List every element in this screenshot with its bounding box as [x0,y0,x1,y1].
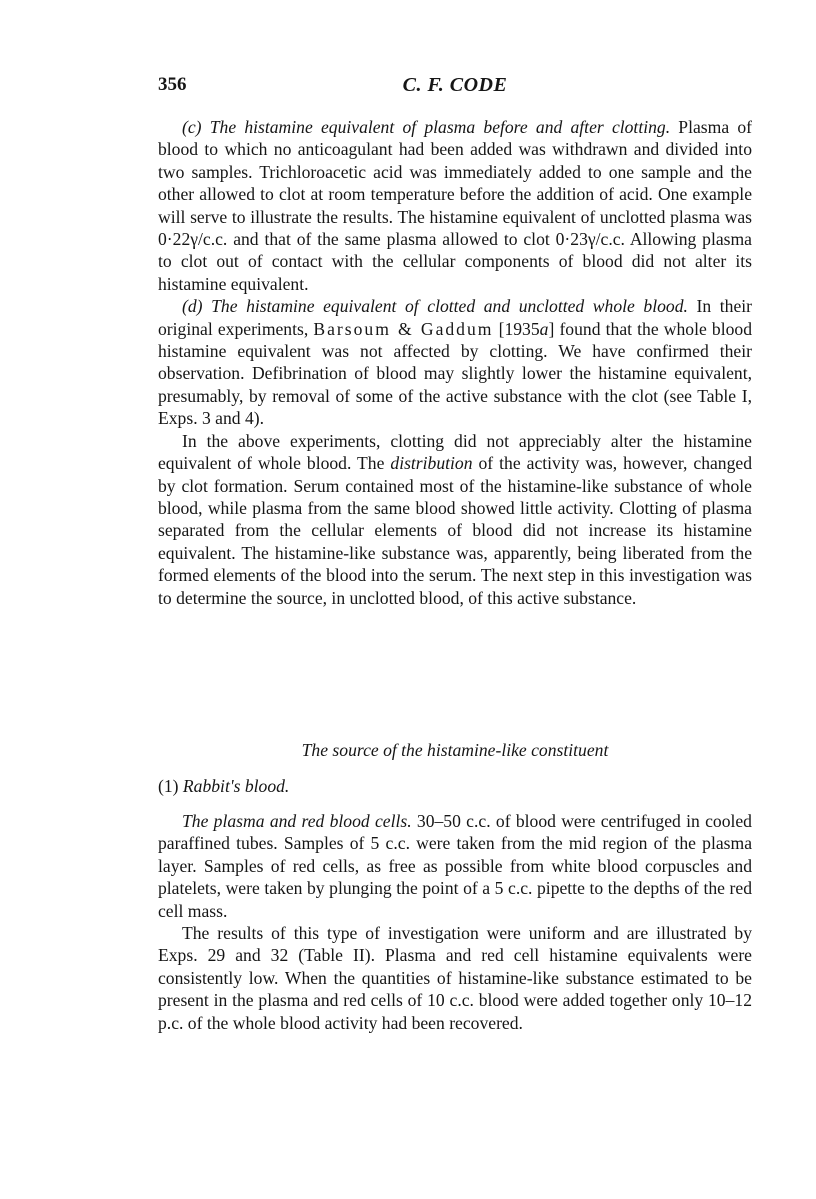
citation-letter: a [539,318,549,339]
page-number: 356 [158,74,187,95]
paragraph-d-text-b: ] found that the whole blood histamine equivalent was not affected by clotting. We have confirmed their observation. Defibrination of blood may slightly lower the histamine equivalent, presumably, by removal of some of the active substance with the clot (see Table I, Exps. 3 and 4). [158,318,752,429]
body-block-top [158,116,752,609]
subheading-rabbit-blood [158,776,289,797]
paragraph-above-text-a: In the above experiments, clotting did not appreciably alter the histamine equivalent of whole blood. The [158,430,752,474]
running-title: C. F. CODE [402,74,508,96]
paragraph-c-text: Plasma of blood to which no anticoagulant had been added was withdrawn and divided into two samples. Trichloroacetic acid was immediately added to one sample and the other allowed to clot at room temperature before the addition of acid. One example will serve to illustrate the results. The histamine equivalent of unclotted plasma was 0·22γ/c.c. and that of the same plasma allowed to clot 0·23γ/c.c. Allowing plasma to clot out of contact with the cellular components of blood did not alter its histamine equivalent. [158,117,752,294]
distribution-emphasis: distribution [390,453,473,474]
paragraph-d-lead: (d) The histamine equivalent of clotted and unclotted whole blood. [182,296,688,317]
citation-open: [1935 [493,318,540,339]
paragraph-d-text-a: In their original experiments, [158,296,752,339]
body-block-bottom [158,810,752,1034]
paragraph-results: The results of this type of investigation were uniform and are illustrated by Exps. 29 and 32 (Table II). Plasma and red cell histamine equivalents were consistently low. When the quantities of histamine-like substance estimated to be present in the plasma and red cells of 10 c.c. blood were added together only 10–12 p.c. of the whole blood activity had been recovered. [158,923,752,1033]
paragraph-plasma-text: 30–50 c.c. of blood were centrifuged in cooled paraffined tubes. Samples of 5 c.c. were taken from the mid region of the plasma layer. Samples of red cells, as free as possible from white blood corpuscles and platelets, were taken by plunging the point of a 5 c.c. pipette to the depths of the red cell mass. [158,811,752,921]
subheading-number: (1) [158,776,183,796]
paragraph-d [158,295,752,429]
paragraph-c [158,116,752,295]
page-header [158,74,752,104]
paragraph-plasma-red-cells [158,810,752,922]
citation-authors: Barsoum & Gaddum [313,318,494,339]
subheading-label: Rabbit's blood. [182,776,290,796]
section-heading: The source of the histamine-like constituent [301,740,609,760]
paragraph-plasma-lead: The plasma and red blood cells. [182,811,412,831]
paragraph-c-lead: (c) The histamine equivalent of plasma before and after clotting. [182,117,671,137]
paragraph-above-experiments [158,430,752,609]
paragraph-above-text-b: of the activity was, however, changed by clot formation. Serum contained most of the histamine-like substance of whole blood, while plasma from the same blood showed little activity. Clotting of plasma separated from the cellular elements of blood did not increase its histamine equivalent. The histamine-like substance was, apparently, being liberated from the formed elements of the blood into the serum. The next step in this investigation was to determine the source, in unclotted blood, of this active substance. [158,453,752,608]
